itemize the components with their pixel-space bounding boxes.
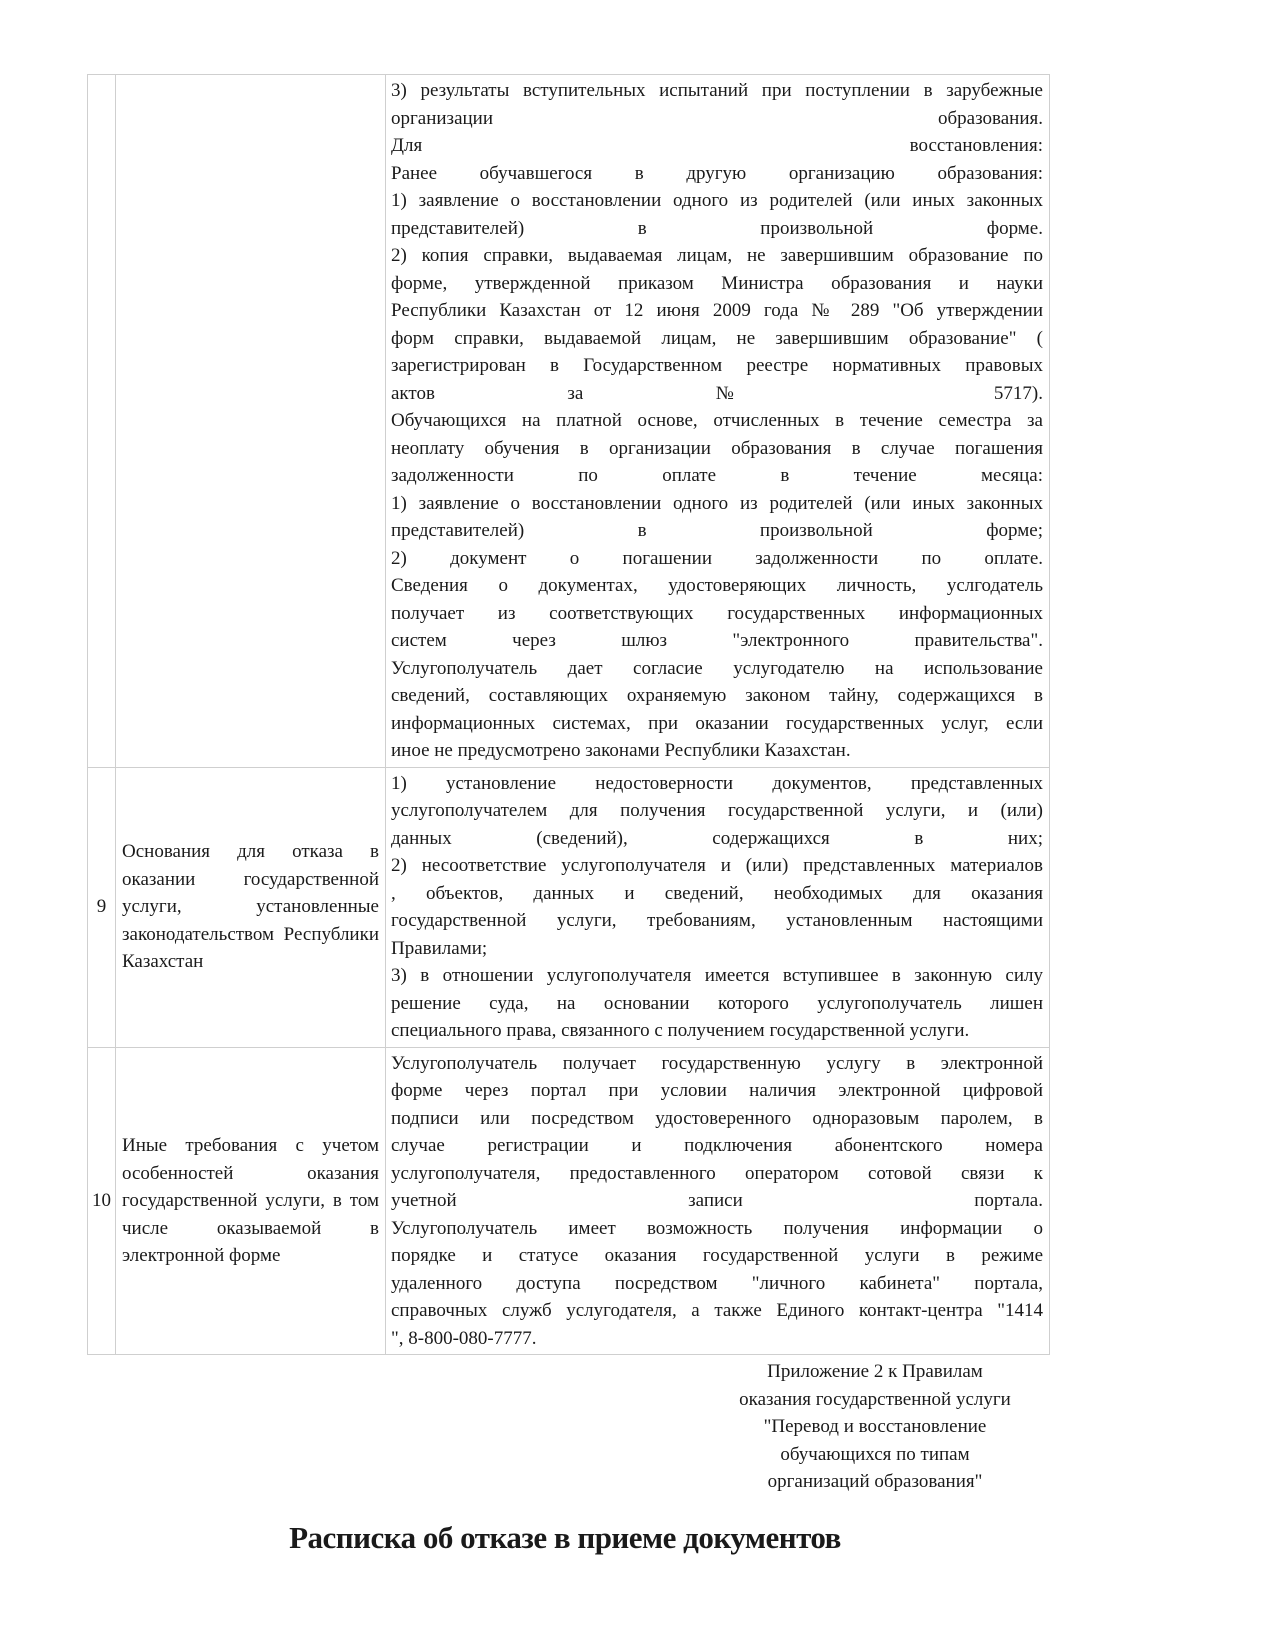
- description-line: 3) результаты вступительных испытаний при поступлении в зарубежные: [391, 80, 1043, 101]
- row-description: [386, 767, 1050, 1047]
- description-line: услугополучателем для получения государственной услуги, и (или): [391, 800, 1043, 821]
- description-line: Республики Казахстан от 12 июня 2009 года № 289 "Об утверждении: [391, 300, 1043, 321]
- description-line: решение суда, на основании которого услугополучатель лишен: [391, 992, 1043, 1014]
- description-line: Услугополучатель получает государственную услугу в электронной: [391, 1052, 1043, 1074]
- description-line: представителей) в произвольной форме;: [391, 520, 1043, 541]
- appendix-note: [700, 1358, 1050, 1496]
- row-description: [386, 75, 1050, 768]
- description-line: актов за № 5717).: [391, 382, 1043, 404]
- description-line: форме, утвержденной приказом Министра образования и науки: [391, 272, 1043, 294]
- description-line: форм справки, выдаваемой лицам, не завершившим образование" (: [391, 327, 1043, 349]
- row-number: 9: [88, 767, 116, 1047]
- row-name: Основания для отказа в оказании государственной услуги, установленные законодательством Республики Казахстан: [116, 767, 386, 1047]
- description-line: , объектов, данных и сведений, необходимых для оказания: [391, 882, 1043, 904]
- row-description: [386, 1047, 1050, 1355]
- description-line: получает из соответствующих государственных информационных: [391, 602, 1043, 624]
- appendix-line: организаций образования": [767, 1471, 983, 1492]
- table-row: [88, 767, 1050, 1047]
- description-line: информационных системах, при оказании государственных услуг, если: [391, 712, 1043, 734]
- row-number: 10: [88, 1047, 116, 1355]
- description-line: иное не предусмотрено законами Республики Казахстан.: [391, 740, 851, 761]
- description-line: 1) установление недостоверности документов, представленных: [391, 772, 1043, 794]
- appendix-line: Приложение 2 к Правилам: [767, 1361, 983, 1382]
- description-line: Ранее обучавшегося в другую организацию образования:: [391, 162, 1043, 184]
- description-line: удаленного доступа посредством "личного кабинета" портала,: [391, 1272, 1043, 1294]
- description-line: Обучающихся на платной основе, отчисленных в течение семестра за: [391, 410, 1043, 431]
- description-line: задолженности по оплате в течение месяца:: [391, 465, 1043, 486]
- appendix-line: обучающихся по типам: [780, 1443, 970, 1465]
- description-line: услугополучателя, предоставленного оператором сотовой связи к: [391, 1162, 1043, 1184]
- table-row: [88, 75, 1050, 768]
- row-number: [88, 75, 116, 768]
- description-line: данных (сведений), содержащихся в них;: [391, 827, 1043, 849]
- table-body: [88, 75, 1050, 1355]
- description-line: 1) заявление о восстановлении одного из родителей (или иных законных: [391, 190, 1043, 211]
- description-line: форме через портал при условии наличия электронной цифровой: [391, 1080, 1043, 1101]
- description-line: 1) заявление о восстановлении одного из родителей (или иных законных: [391, 492, 1043, 514]
- description-line: Сведения о документах, удостоверяющих личность, услгодатель: [391, 575, 1043, 596]
- table-row: [88, 1047, 1050, 1355]
- requirements-table: [87, 74, 1050, 1355]
- row-name: Иные требования с учетом особенностей оказания государственной услуги, в том числе оказываемой в электронной форме: [116, 1047, 386, 1355]
- appendix-line: оказания государственной услуги: [739, 1388, 1011, 1410]
- description-line: сведений, составляющих охраняемую законом тайну, содержащихся в: [391, 685, 1043, 706]
- description-line: 2) несоответствие услугополучателя и (или) представленных материалов: [391, 855, 1043, 876]
- description-line: систем через шлюз "электронного правительства".: [391, 630, 1043, 651]
- description-line: ", 8-800-080-7777.: [391, 1327, 537, 1349]
- description-line: учетной записи портала.: [391, 1190, 1043, 1211]
- document-title: Расписка об отказе в приеме документов: [289, 1520, 841, 1555]
- description-line: 2) копия справки, выдаваемая лицам, не завершившим образование по: [391, 245, 1043, 266]
- description-line: неоплату обучения в организации образования в случае погашения: [391, 437, 1043, 459]
- description-line: специального права, связанного с получением государственной услуги.: [391, 1020, 970, 1041]
- description-line: подписи или посредством удостоверенного одноразовым паролем, в: [391, 1107, 1043, 1129]
- description-line: Услугополучатель дает согласие услугодателю на использование: [391, 657, 1043, 679]
- description-line: Для восстановления:: [391, 135, 1043, 156]
- description-line: 2) документ о погашении задолженности по оплате.: [391, 547, 1043, 569]
- description-line: государственной услуги, требованиям, установленным настоящими: [391, 910, 1043, 931]
- description-line: Правилами;: [391, 937, 488, 959]
- description-line: представителей) в произвольной форме.: [391, 217, 1043, 239]
- description-line: зарегистрирован в Государственном реестре нормативных правовых: [391, 355, 1043, 376]
- description-line: 3) в отношении услугополучателя имеется вступившее в законную силу: [391, 965, 1043, 986]
- description-line: порядке и статусе оказания государственной услуги в режиме: [391, 1245, 1043, 1266]
- description-line: справочных служб услугодателя, а также Единого контакт-центра "1414: [391, 1300, 1043, 1321]
- appendix-line: "Перевод и восстановление: [763, 1416, 987, 1437]
- description-line: случае регистрации и подключения абонентского номера: [391, 1135, 1043, 1156]
- row-name: [116, 75, 386, 768]
- description-line: организации образования.: [391, 107, 1043, 129]
- description-line: Услугополучатель имеет возможность получения информации о: [391, 1217, 1043, 1239]
